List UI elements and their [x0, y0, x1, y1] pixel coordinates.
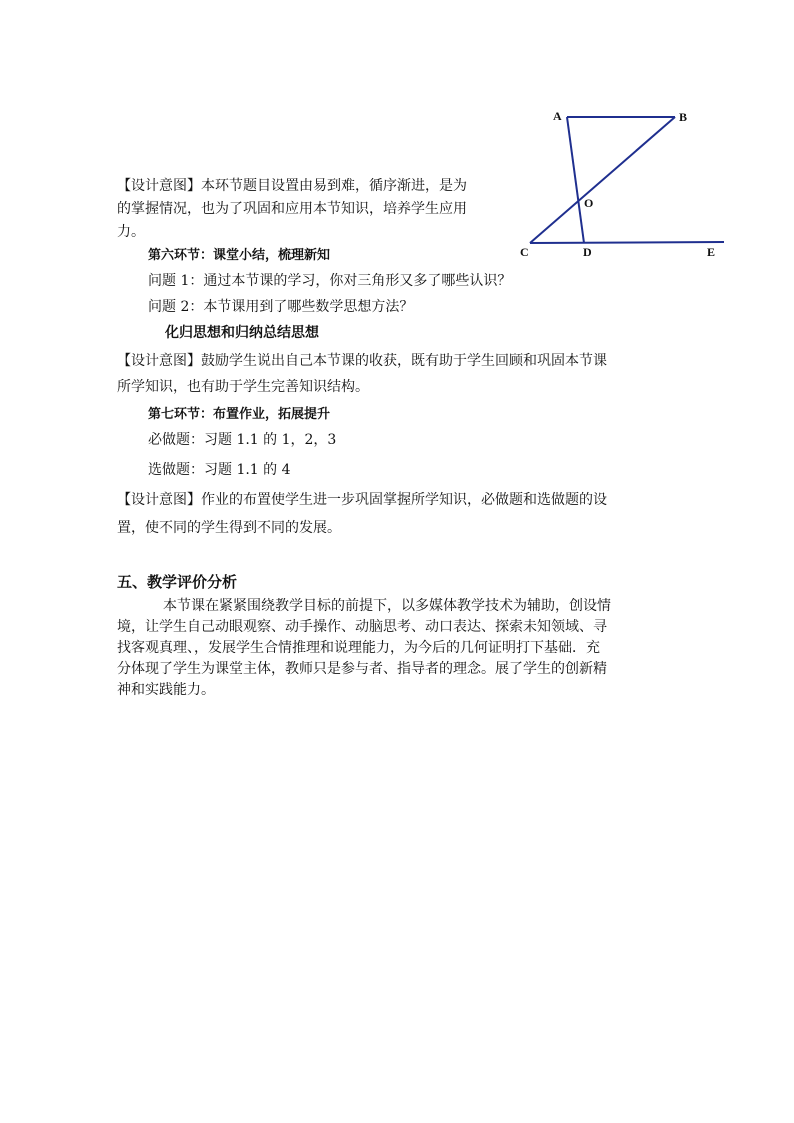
label-e: E: [707, 245, 716, 259]
evaluation-line-4: 分体现了学生为课堂主体，教师只是参与者、指导者的理念。展了学生的创新精: [117, 661, 607, 677]
question-2: 问题 2：本节课用到了哪些数学思想方法？: [148, 299, 414, 315]
segment-ad: [567, 117, 584, 243]
question-1: 问题 1：通过本节课的学习，你对三角形又多了哪些认识？: [148, 273, 512, 289]
design-intent-1-line-3: 力。: [117, 224, 145, 240]
evaluation-line-2: 境，让学生自己动眼观察、动手操作、动脑思考、动口表达、探索未知领域、寻: [117, 619, 607, 635]
design-intent-3-line-2: 置，使不同的学生得到不同的发展。: [117, 520, 341, 536]
geometry-figure: [0, 0, 794, 300]
answer-methods: 化归思想和归纳总结思想: [165, 325, 319, 341]
required-homework: 必做题：习题 1.1 的 1，2，3: [148, 432, 337, 448]
segment-bc: [530, 117, 675, 243]
evaluation-line-3: 找客观真理、，发展学生合情推理和说理能力，为今后的几何证明打下基础．充: [117, 640, 600, 656]
evaluation-line-1: 本节课在紧紧围绕教学目标的前提下，以多媒体教学技术为辅助，创设情: [163, 598, 611, 614]
label-a: A: [553, 109, 562, 123]
section-7-heading: 第七环节：布置作业，拓展提升: [148, 407, 331, 422]
design-intent-2-line-1: 【设计意图】鼓励学生说出自己本节课的收获，既有助于学生回顾和巩固本节课: [117, 353, 607, 369]
label-c: C: [520, 245, 529, 259]
label-o: O: [584, 196, 594, 210]
segment-ce: [530, 242, 724, 243]
design-intent-3-line-1: 【设计意图】作业的布置使学生进一步巩固掌握所学知识，必做题和选做题的设: [117, 492, 607, 508]
section-5-heading: 五、教学评价分析: [117, 573, 238, 591]
design-intent-1-line-2: 的掌握情况，也为了巩固和应用本节知识，培养学生应用: [117, 201, 467, 217]
optional-homework: 选做题：习题 1.1 的 4: [148, 462, 291, 478]
design-intent-2-line-2: 所学知识，也有助于学生完善知识结构。: [117, 379, 369, 395]
evaluation-line-5: 神和实践能力。: [117, 682, 215, 698]
label-d: D: [583, 245, 592, 259]
label-b: B: [679, 110, 688, 124]
design-intent-1-line-1: 【设计意图】本环节题目设置由易到难，循序渐进，是为: [117, 178, 467, 194]
section-6-heading: 第六环节：课堂小结，梳理新知: [148, 248, 331, 263]
